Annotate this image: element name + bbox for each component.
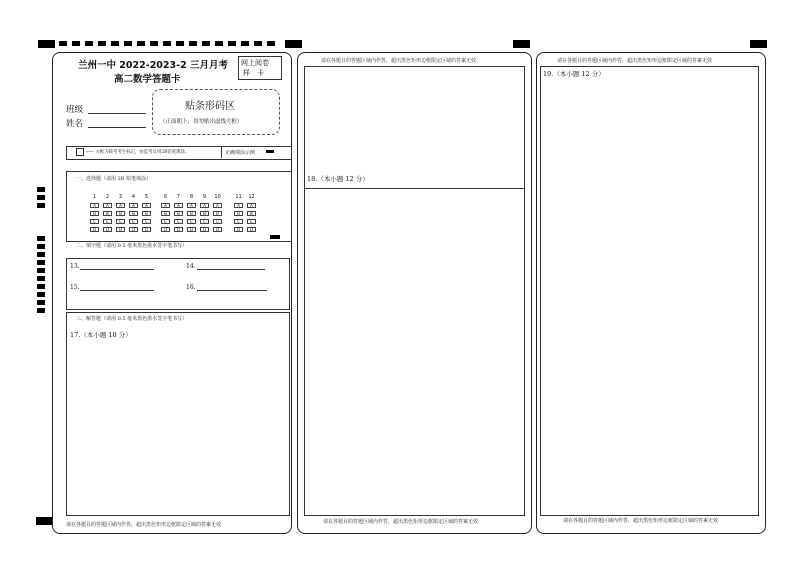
choice-bubble-q6-c[interactable]: C	[161, 219, 170, 224]
choice-bubble-q8-d[interactable]: D	[187, 227, 196, 232]
choice-bubble-q5-c[interactable]: C	[142, 219, 151, 224]
fill-q16-answer[interactable]	[197, 290, 267, 291]
choice-bubble-q3-c[interactable]: C	[116, 219, 125, 224]
sample-sheet-label: 样 卡	[243, 69, 264, 77]
choice-bubble-q11-b[interactable]: B	[234, 211, 243, 216]
choice-bubble-q10-b[interactable]: B	[213, 211, 222, 216]
choice-bubble-q3-b[interactable]: B	[116, 211, 125, 216]
absent-note: ←— 方框为缺考考生标记，由监考员用2B铅笔填涂。	[86, 150, 190, 155]
choice-num-8: 8	[189, 194, 194, 200]
choice-bubble-q10-a[interactable]: A	[213, 203, 222, 208]
fill-q13-label: 13.	[70, 263, 80, 270]
choice-bubble-q7-d[interactable]: D	[174, 227, 183, 232]
fill-q14-answer[interactable]	[197, 269, 265, 270]
fill-q16-label: 16.	[186, 284, 196, 291]
barcode-title: 贴条形码区	[185, 101, 235, 112]
choice-bubble-q7-a[interactable]: A	[174, 203, 183, 208]
choice-bubble-q2-c[interactable]: C	[103, 219, 112, 224]
choice-bubble-q8-c[interactable]: C	[187, 219, 196, 224]
name-field[interactable]	[88, 127, 146, 128]
choice-bubble-q8-a[interactable]: A	[187, 203, 196, 208]
choice-bubble-q1-d[interactable]: D	[90, 227, 99, 232]
barcode-area	[152, 89, 280, 135]
choice-bubble-q12-a[interactable]: A	[247, 203, 256, 208]
choice-bubble-q12-c[interactable]: C	[247, 219, 256, 224]
choice-bubble-q4-c[interactable]: C	[129, 219, 138, 224]
choice-num-7: 7	[176, 194, 181, 200]
choice-num-10: 10	[214, 194, 221, 200]
choice-bubble-q11-c[interactable]: C	[234, 219, 243, 224]
choice-bubble-q6-a[interactable]: A	[161, 203, 170, 208]
choice-bubble-q1-c[interactable]: C	[90, 219, 99, 224]
choice-bubble-q12-d[interactable]: D	[247, 227, 256, 232]
choice-bubble-q2-d[interactable]: D	[103, 227, 112, 232]
q18-label: 18.（本小题 12 分）	[307, 175, 369, 183]
choice-bubble-q5-a[interactable]: A	[142, 203, 151, 208]
choice-bubble-q9-d[interactable]: D	[200, 227, 209, 232]
page2-top-note: 请在各题目的答题区域内作答，超出黑色矩形边框限定区域的答案无效	[321, 58, 477, 64]
fill-section-title: 二、填空题（请用 0.5 毫米黑色墨水签字笔书写）	[76, 243, 188, 249]
choice-num-2: 2	[105, 194, 110, 200]
choice-bubble-q8-b[interactable]: B	[187, 211, 196, 216]
choice-bubble-q4-a[interactable]: A	[129, 203, 138, 208]
choice-corner-mark	[270, 235, 280, 239]
choice-bubble-q11-a[interactable]: A	[234, 203, 243, 208]
choice-num-5: 5	[144, 194, 149, 200]
online-marking-label: 网上阅卷	[241, 59, 269, 67]
q17-answer-area[interactable]	[67, 340, 287, 513]
choice-num-12: 12	[248, 194, 255, 200]
choice-bubble-q9-c[interactable]: C	[200, 219, 209, 224]
choice-bubble-q4-d[interactable]: D	[129, 227, 138, 232]
choice-bubble-q1-b[interactable]: B	[90, 211, 99, 216]
q18-answer-area[interactable]	[305, 189, 523, 513]
choice-num-9: 9	[202, 194, 207, 200]
q19-answer-area[interactable]	[541, 79, 756, 513]
absent-divider	[221, 146, 222, 158]
class-field[interactable]	[88, 113, 146, 114]
choice-bubble-q7-b[interactable]: B	[174, 211, 183, 216]
class-label: 班级	[66, 105, 84, 115]
choice-num-6: 6	[163, 194, 168, 200]
choice-bubble-q2-b[interactable]: B	[103, 211, 112, 216]
absent-checkbox[interactable]	[76, 148, 84, 156]
choice-bubble-q9-b[interactable]: B	[200, 211, 209, 216]
page1-footer-note: 请在各题目的答题区域内作答，超出黑色矩形边框限定区域的答案无效	[66, 522, 222, 528]
choice-bubble-q5-b[interactable]: B	[142, 211, 151, 216]
choice-bubble-q2-a[interactable]: A	[103, 203, 112, 208]
choice-bubble-q3-a[interactable]: A	[116, 203, 125, 208]
choice-num-11: 11	[235, 194, 242, 200]
barcode-note: （正面朝上，切勿贴出虚线方框）	[160, 119, 243, 125]
choice-bubble-q10-c[interactable]: C	[213, 219, 222, 224]
correct-fill-example-mark	[266, 150, 274, 153]
q17-label: 17.（本小题 10 分）	[70, 331, 132, 339]
fill-section	[66, 258, 290, 310]
choice-num-3: 3	[118, 194, 123, 200]
fill-q15-label: 15.	[70, 284, 80, 291]
page3-top-note: 请在各题目的答题区域内作答，超出黑色矩形边框限定区域的答案无效	[557, 58, 713, 64]
choice-bubble-q10-d[interactable]: D	[213, 227, 222, 232]
fill-q15-answer[interactable]	[80, 290, 154, 291]
fill-q13-answer[interactable]	[80, 269, 154, 270]
page3-footer-note: 请在各题目的答题区域内作答，超出黑色矩形边框限定区域的答案无效	[563, 518, 719, 524]
choice-bubble-q12-b[interactable]: B	[247, 211, 256, 216]
q19-label: 19.（本小题 12 分）	[543, 70, 605, 78]
choice-bubble-q1-a[interactable]: A	[90, 203, 99, 208]
answer-section-title: 三、解答题（请用 0.5 毫米黑色墨水签字笔书写）	[76, 316, 188, 322]
exam-title: 兰州一中 2022-2023-2 三月月考	[78, 60, 228, 71]
fill-q14-label: 14.	[186, 263, 196, 270]
sheet-subtitle: 高二数学答题卡	[114, 74, 181, 85]
choice-bubble-q6-d[interactable]: D	[161, 227, 170, 232]
choice-bubble-q7-c[interactable]: C	[174, 219, 183, 224]
page2-footer-note: 请在各题目的答题区域内作答，超出黑色矩形边框限定区域的答案无效	[323, 519, 479, 525]
choice-section-title: 一、选择题（请用 2B 铅笔填涂）	[76, 176, 152, 182]
choice-bubble-q5-d[interactable]: D	[142, 227, 151, 232]
choice-bubble-q9-a[interactable]: A	[200, 203, 209, 208]
choice-bubble-q6-b[interactable]: B	[161, 211, 170, 216]
correct-fill-example-label: 正确填涂示例	[225, 150, 256, 156]
choice-num-4: 4	[131, 194, 136, 200]
choice-num-1: 1	[92, 194, 97, 200]
choice-bubble-q11-d[interactable]: D	[234, 227, 243, 232]
name-label: 姓名	[66, 119, 84, 129]
choice-bubble-q3-d[interactable]: D	[116, 227, 125, 232]
choice-bubble-q4-b[interactable]: B	[129, 211, 138, 216]
